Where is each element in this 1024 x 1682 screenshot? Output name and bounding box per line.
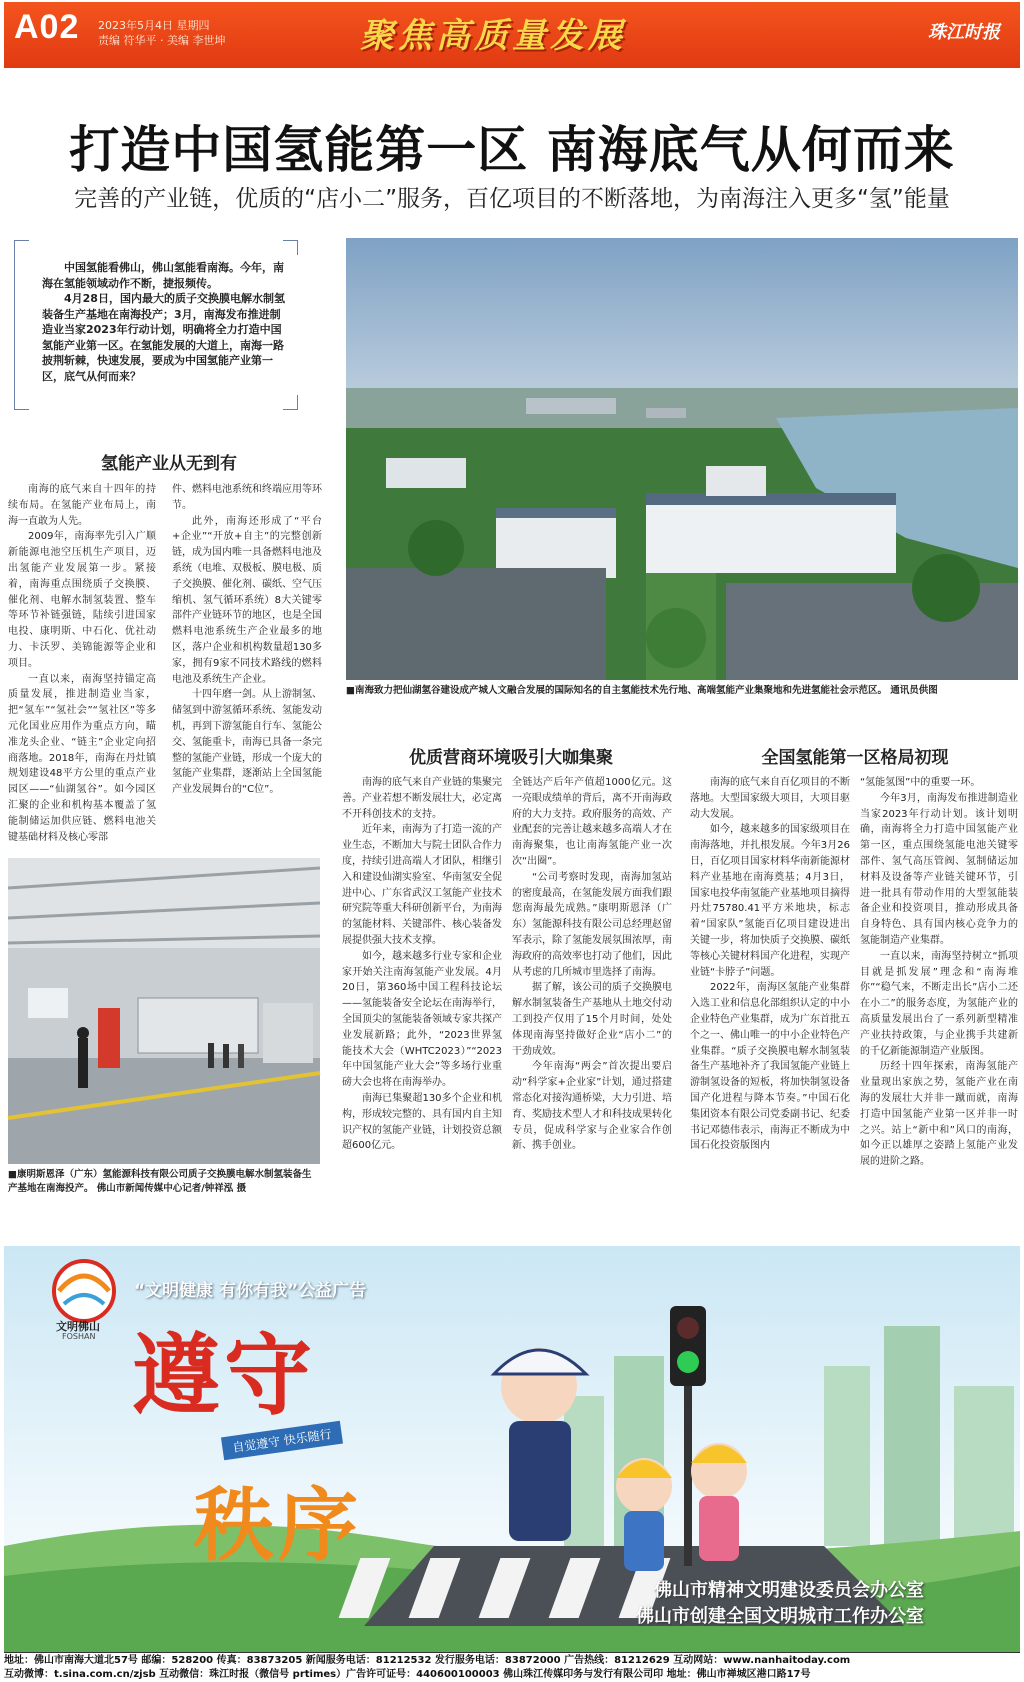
page-number: A02 [14,8,80,46]
subheadline: 完善的产业链，优质的“店小二”服务，百亿项目的不断落地，为南海注入更多“氢”能量 [74,186,950,212]
ad-big-text-order: 秩序 [194,1478,362,1572]
section1-column1 [8,482,156,843]
paragraph: 据了解，该公司的质子交换膜电解水制氢装备生产基地从土地交付动工到投产仅用了15个月时间，处处体现南海坚持做好企业“店小二”的干劲成效。 [512,982,672,1057]
newspaper-brand: 珠江时报 [928,22,1000,43]
photo-factory-interior [8,858,320,1164]
section3-title: 全国氢能第一区格局初现 [761,748,949,768]
paragraph: 如今，越来越多的国家级项目在南海落地，并扎根发展。今年3月26日，百亿项目国家材料华南新能源材料产业基地在南海奠基；4月3日，国家电投华南氢能产业基地项目摘得丹灶75780.41平方米地块，标志着“国家队”氢能百亿项目建设进出关键一步，将加快质子交换膜、碳纸等核心关键材料国产化进程，实现产业链“卡脖子”问题。 [690,824,850,978]
issue-date-line2: 责编 符华平 · 美编 李世坤 [98,34,226,47]
photo1-caption: ■南海致力把仙湖氢谷建设成产城人文融合发展的国际知名的自主氢能技术先行地、高端氢能产业集聚地和先进氢能社会示范区。 通讯员供图 [346,685,938,696]
paragraph: 今年3月，南海发布推进制造业当家2023年行动计划。该计划明确，南海将全力打造中国氢能产业第一区，重点围绕氢能电池关键零部件、氢气高压管阀、氢制储运加材料及设备等产业链关键环节，引进一批具有带动作用的大型氢能装备企业和投资项目，推动形成具备自身特色、具有国内核心竞争力的氢能制造产业集群。 [860,792,1018,946]
ad-organizer-2: 佛山市创建全国文明城市工作办公室 [636,1606,924,1627]
issue-date-line1: 2023年5月4日 星期四 [98,19,210,32]
paragraph: 如今，越来越多行业专家和企业家开始关注南海氢能产业发展。4月20日，第360场中国工程科技论坛——氢能装备安全论坛在南海举行，全国顶尖的氢能装备领域专家共探产业发展新路；此外，“2023世界氢能技术大会（WHTC2023）”“2023年中国氢能产业大会”等多场行业重磅大会也将在南海举办。 [342,950,502,1089]
section2-column2 [512,775,672,1195]
paragraph: 十四年磨一剑。从上游制氢、储氢到中游氢循环系统、氢能发动机，再到下游氢能自行车、氢能公交、氢能重卡，南海已具备一条完整的氢能产业链，形成一个庞大的氢能产业集群，逐渐站上全国氢能产业发展舞台的“C位”。 [172,689,322,796]
paragraph: 件、燃料电池系统和终端应用等环节。 [172,484,322,511]
lead-box-border [14,240,15,410]
factory-photo-illustration [8,858,320,1164]
footer-line2: 互动微博：t.sina.com.cn/zjsb 互动微信：珠江时报（微信号 prtimes）广告许可证号：440600100003 佛山珠江传媒印务与发行有限公司印 地址：佛山市禅城区港口路17号 [4,1669,811,1680]
corner-top-right [283,240,298,255]
paragraph: 南海的底气来自产业链的集聚完善。产业若想不断发展壮大，必定离不开科创技术的支持。 [342,777,502,820]
section1-title: 氢能产业从无到有 [101,454,237,474]
paragraph: 2022年，南海区氢能产业集群入选工业和信息化部组织认定的中小企业特色产业集群，成为广东首批五个之一、佛山唯一的中小企业特色产业集群。“质子交换膜电解水制氢装备生产基地补齐了我国氢能产业链上游制氢设备的短板，将加快制氢设备国产化进程与降本节奏。”中国石化集团资本有限公司党委副书记、纪委书记邓德伟表示，南海正不断成为中国石化投资版图内 [690,982,850,1152]
paragraph: 一直以来，南海坚持树立“抓项目就是抓发展”理念和“南海堆你”“稳气来，不断走出长”店小二还在小二”的服务态度，为氢能产业的高质量发展出台了一系列新型精准产业扶持政策，与企业携手共建新的千亿新能源制造产业版图。 [860,950,1018,1057]
lead-text [42,260,288,384]
paragraph: 2009年，南海率先引入广顺新能源电池空压机生产项目，迈出氢能产业发展第一步。紧接着，南海重点围绕质子交换膜、催化剂、电解水制氢装置、整车等环节补链强链，陆续引进国家电投、康明斯、中石化、优社动力、卡沃罗、美锦能源等企业和项目。 [8,531,156,669]
lead-paragraph: 中国氢能看佛山，佛山氢能看南海。今年，南海在氢能领域动作不断，捷报频传。 [42,261,284,290]
paragraph: 今年南海“两会”首次提出要启动“科学家+企业家”计划，通过搭建常态化对接沟通桥梁，大力引进、培育、奖励技术型人才和科技成果转化专员，促成科学家与企业家合作创新、携手创业。 [512,1061,672,1152]
lead-paragraph: 4月28日，国内最大的质子交换膜电解水制氢装备生产基地在南海投产；3月，南海发布推进制造业当家2023年行动计划，明确将全力打造中国氢能产业第一区。在氢能发展的大道上，南海一路披荆斩棘，快速发展，要成为中国氢能产业第一区，底气从何而来？ [42,292,285,383]
paragraph: 一直以来，南海坚持锚定高质量发展，推进制造业当家，把“氢车”“氢社会”“氢社区”等多元化国业应用作为重点方向，瞄准龙头企业、“链主”企业定向招商落地。2018年，南海在丹灶镇规划建设48平方公里的重点产业园区——“仙湖氢谷”。如今园区汇聚的企业和机构基本覆盖了氢能制储运加供应链、燃料电池关键基础材料及核心零部 [8,673,156,843]
ad-organizer-1: 佛山市精神文明建设委员会办公室 [654,1580,924,1601]
paragraph: 历经十四年探索，南海氢能产业量现出家族之势，氢能产业在南海的发展壮大并非一蹴而就，南海打造中国氢能产业第一区并非一时之兴。站上“新中和”风口的南海，如今正以雄厚之姿踏上氢能产业发展的进阶之路。 [860,1061,1018,1168]
footer [4,1652,1020,1681]
paragraph: 全链达产后年产值超1000亿元。这一亮眼成绩单的背后，离不开南海政府的大力支持。政府服务的高效、产业配套的完善让越来越多高端人才在南海聚集，也让南海氢能产业一次次“出圈”。 [512,777,672,867]
ad-logo-subtext: FOSHAN [62,1332,96,1341]
lead-box [14,240,298,410]
ad-logo-text: 文明佛山 [56,1320,100,1333]
headline: 打造中国氢能第一区 南海底气从何而来 [69,121,955,179]
corner-bottom-left [14,395,29,410]
public-service-ad [4,1246,1020,1652]
paragraph: “公司考察时发现，南海加氢站的密度最高，在氢能发展方面我们跟您南海最先成熟。”康明斯恩泽（广东）氢能源科技有限公司总经理赵留军表示，除了氢能发展氛围浓厚，南海政府的高效率也打动了他们，因此从考虑的几所城市里选择了南海。 [512,871,672,978]
issue-date [98,18,225,48]
section2-title: 优质营商环境吸引大咖集聚 [409,748,613,768]
section3-column1 [690,775,850,1195]
paragraph: 南海的底气来自百亿项目的不断落地。大型国家级大项目，大项目驱动大发展。 [690,777,850,820]
paragraph: 南海的底气来自十四年的持续布局。在氢能产业布局上，南海一直敢为人先。 [8,484,156,527]
section3-column2 [860,775,1018,1195]
section1-column2 [172,482,322,826]
corner-top-left [14,240,29,255]
footer-line1: 地址：佛山市南海大道北57号 邮编：528200 传真：83873205 新闻服务电话：81212532 发行服务电话：83872000 广告热线：81212629 互动网站：www.nanhaitoday.com [4,1652,1020,1668]
paragraph: 南海已集聚超130多个企业和机构，形成较完整的、具有国内自主知识产权的氢能产业链，计划投资总额超600亿元。 [342,1092,502,1152]
paragraph: 近年来，南海为了打造一流的产业生态，不断加大与院士团队合作力度，持续引进高端人才团队，相继引入和建设仙湖实验室、华南氢安全促进中心、广东省武汉工氢能产业技术研究院等重大科研创新平台，为南海的氢能材料、关键部件、核心装备发展提供强大技术支撑。 [342,824,502,946]
section-title: 聚焦高质量发展 [360,16,626,56]
ad-big-text-comply: 遵守 [132,1323,317,1427]
paragraph: 此外，南海还形成了“平台+企业”“开放+自主”的完整创新链，成为国内唯一具备燃料电池及系统（电堆、双极板、膜电极、质子交换膜、催化剂、碳纸、空气压缩机、氢气循环系统）8大关键零部件产业链环节的地区，也是全国燃料电池系统生产企业最多的地区，落户企业和机构数量超130多家，拥有9家不同技术路线的燃料电池及系统生产企业。 [172,515,322,685]
paragraph: “氢能氢图”中的重要一环。 [860,777,981,788]
ad-slogan: “文明健康 有你有我”公益广告 [134,1281,367,1301]
ad-ribbon: 自觉遵守 快乐随行 [221,1421,343,1460]
photo2-caption: ■康明斯恩泽（广东）氢能源科技有限公司质子交换膜电解水制氢装备生产基地在南海投产。 佛山市新闻传媒中心记者/钟祥泓 摄 [8,1169,312,1194]
corner-bottom-right [283,395,298,410]
aerial-photo-illustration [346,238,1018,680]
section2-column1 [342,775,502,1195]
photo-aerial-hydrogen-valley [346,238,1018,680]
